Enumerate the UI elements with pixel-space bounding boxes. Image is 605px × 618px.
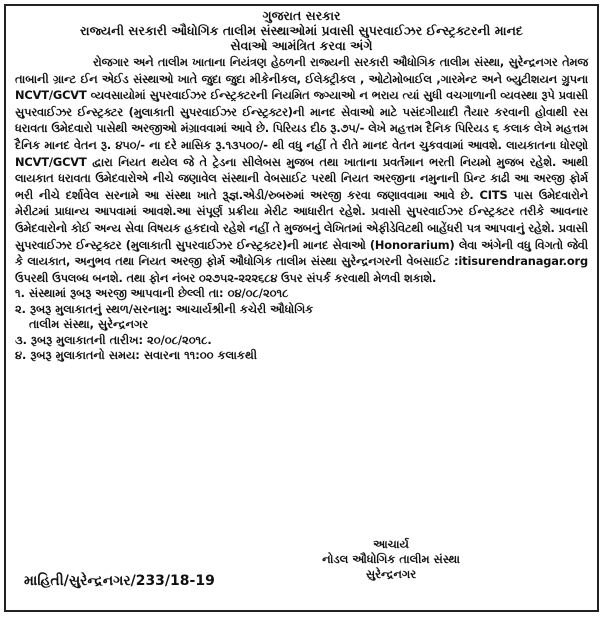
government-heading: ગુજરાત સરકાર — [262, 8, 341, 23]
notice-title-line-1: રાજ્યની સરકારી ઔધોગિક તાલીમ સંસ્થાઓમાં પ્રવાસી સુપરવાઈઝર ઈન્સ્ટ્રક્ટરની માનદ — [80, 23, 523, 38]
detail-interview-time: ૪. રૂબરૂ મુલાકાતનો સમય: સવારના ૧૧:૦૦ કલાકથી — [15, 348, 257, 363]
detail-last-date: ૧. સંસ્થામાં રૂબરૂ અરજી આપવાની છેલ્લી તા: ૦૪/૦૮/૨૦૧૮ — [15, 286, 289, 301]
details-list — [15, 286, 588, 364]
notice-body — [15, 54, 588, 286]
notice-title-line-2: સેવાઓ આમંત્રિત કરવા અંગે — [230, 38, 373, 53]
reference-number: માહિતી/સુરેન્દ્રનગર/233/18-19 — [24, 573, 215, 589]
detail-venue-continued: તાલીમ સંસ્થા, સુરેન્દ્રનગર — [29, 317, 149, 332]
signatory-title: આચાર્ય — [373, 537, 409, 551]
signature-block — [306, 537, 476, 582]
detail-interview-date: ૩. રૂબરૂ મુલાકાતની તારીખ: ૨૦/૦૮/૨૦૧૮. — [15, 332, 212, 347]
signatory-city: સુરેન્દ્રનગર — [365, 567, 417, 581]
notice-box — [4, 4, 599, 612]
detail-venue: ૨. રૂબરૂ મુલાકાતનું સ્થળ/સરનામુ: આચાર્યશ્રીની કચેરી ઔધોગિક — [15, 301, 314, 316]
notice-body-text: રોજગાર અને તાલીમ ખાતાના નિયંત્રણ હેઠળની રાજ્યની સરકારી ઔધોગિક તાલીમ સંસ્થા, સુરેન્દ્રનગર તેમજ તાબાની ગ્રાન્ટ ઈન એઈડ સંસ્થાઓ ખાતે જુદા જુદા મીકેનીકલ, ઈલેક્ટ્રીકલ , ઓટોમોબાઈલ ,ગારમેન્ટ અને બ્યુટીશયન ગ્રુપના NCVT/GCVT વ્યવસાયોમાં સુપરવાઈઝર ઈન્સ્ટ્રક્ટરની નિયમિત જ્ગ્યાઓ ન ભરાય ત્યાં સુધી વચગાળાની વ્યવસ્થા રૂપે પ્રવાસી સુપરવાઈઝર ઈન્સ્ટ્રક્ટર (મુલાકાતી સુપરવાઈઝર ઈન્સ્ટ્રક્ટર)ની માનદ સેવાઓ માટે પસંદગીયાદી તૈયાર કરવાની હોવાથી રસ ધરાવતા ઉમેદવારો પાસેથી અરજીઓ મંગ્રાવવામાં આવે છે. પિરિયડ દીઠ રૂ.૭૫/- લેખે મહત્તમ દૈનિક પિરિયડ ૬ કલાક લેખે મહત્તમ દૈનિક માનદ વેતન રૂ. ૪૫૦/- ના દરે માસિક રૂ.૧૩૫૦૦/- થી વધુ નહીં તે રીતે માનદ વેતન ચુકવવામાં આવશે. લાયકાતના ધોરણો NCVT/GCVT દ્વારા નિયત થયેલ જે તે ટ્રેડના સીલેબસ મુજબ તથા ખાતાના પ્રવર્તમાન ભરતી નિયમો મુજબ રહેશે. આથી લાયકાત ધરાવતા ઉમેદવારોએ નીચે જણાવેલ સંસ્થાની વેબસાઈટ પરથી નિયત અરજીના નમુનાની પ્રિન્ટ કાઢી આ અરજી ફોર્મ ભરી નીચે દર્શાવેલ સરનામે આ સંસ્થા ખાતે રૂ્જ્ઞ.એડી/રુબરુમાં અરજી કરવા જણાવવામા આવે છે. CITS પાસ ઉમેદવારોને મેરીટમાં પ્રાધાન્ય આપવામાં આવશે.આ સંપૂર્ણ પ્રક્રીયા મેરીટ આધારીત રહેશે. પ્રવાસી સુપરવાઈઝર ઈન્સ્ટ્રક્ટર તરીકે આવનાર ઉમેદવારોનો કોઈ અન્ય સેવા વિષયક હકદાવો રહેશે નહીં તે મુજબનું લેખિતમાં એફીડેવિટથી બાહેંધરી પત્ર આપવાનું રહેશે. પ્રવાસી સુપરવાઈઝર ઈન્સ્ટ્રક્ટર (મુલાકાતી સુપરવાઈઝર ઈન્સ્ટ્રક્ટર)ની માનદ સેવાઓ (Honorarium) લેવા અંગેની વધુ વિગતો જેવી કે લાયકાત, અનુભવ તથા નિયત અરજી ફોર્મ ઔધોગિક તાલીમ સંસ્થા સુરેન્દ્રનગરની વેબસાઈટ :itisurendranagar.org ઉપરથી ઉપલબ્ધ બનશે. તથા ફોન નંબર ૦૨૭૫૨-૨૨૨૬૮૪ ઉપર સંપર્ક કરવાથી મેળવી શકાશે. — [15, 55, 589, 285]
signatory-institute: નોડલ ઔધોગિક તાલીમ સંસ્થા — [322, 552, 460, 566]
